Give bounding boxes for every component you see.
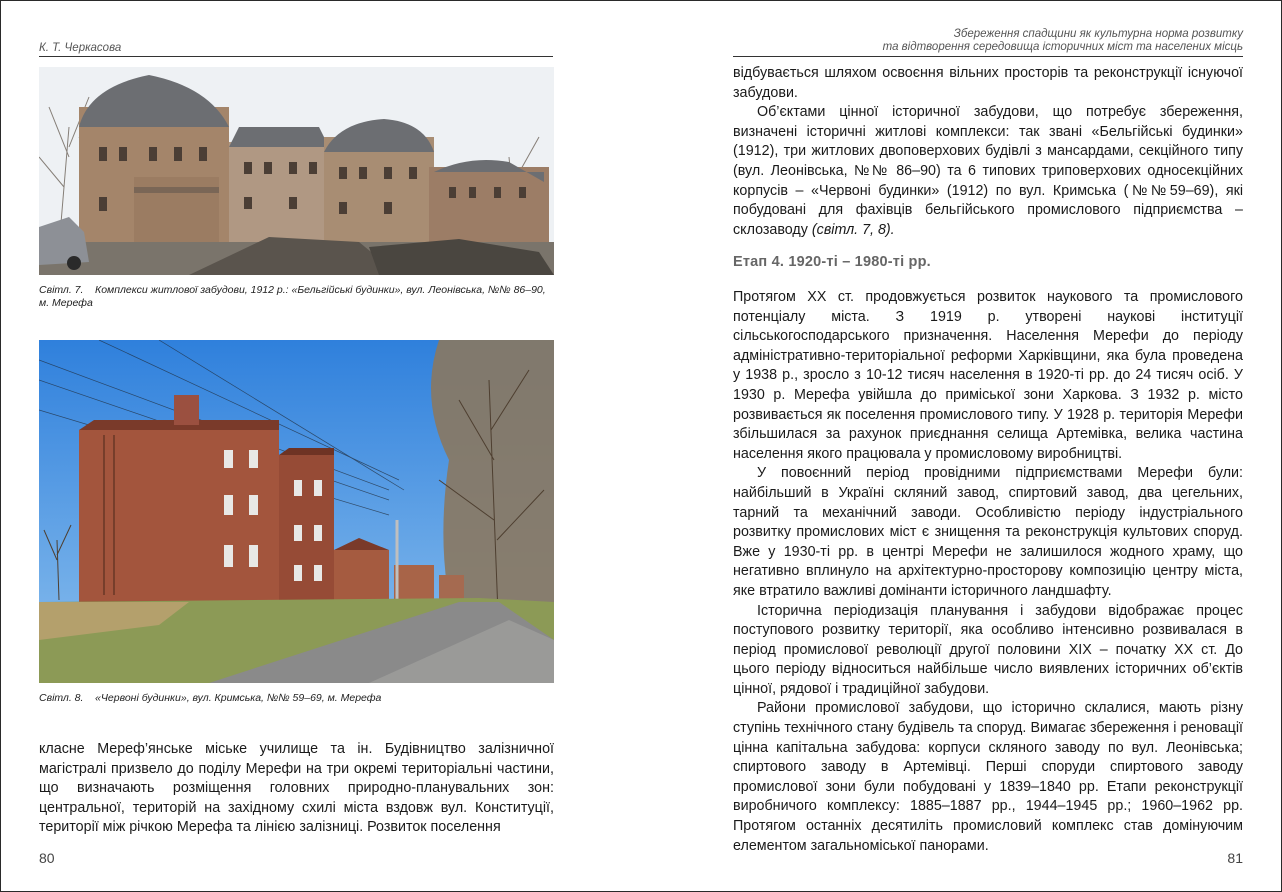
photo-8-caption-text: «Червоні будинки», вул. Кримська, №№ 59–69, м. Мерефа <box>95 692 382 704</box>
photo-8-caption <box>39 692 553 705</box>
paragraph-6: Райони промислової забудови, що історично склалися, мають різну ступінь технічного стану будівель та споруд. Вимагає збереження і реновації цінна капітальна забудова: корпуси скляного заводу по вул. Леонівська; спиртового заводу в Артемівці. Перші споруди спиртового заводу промислової зони були побудовані у 1839–1840 рр. Етапи реконструкції виробничого комплексу: 1885–1887 рр., 1944–1945 рр.; 1960–1962 рр. Протягом останніх десятиліть промисловий комплекс став домінуючим елементом загальноміської панорами. <box>733 700 1243 854</box>
photo-red-houses-image <box>39 340 554 683</box>
photo-7-caption-text: Комплекси житлової забудови, 1912 р.: «Бельгійські будинки», вул. Леонівська, №№ 86–90, м. Мерефа <box>39 284 546 309</box>
running-head-title <box>723 28 1243 54</box>
paragraph-3: Протягом ХХ ст. продовжується розвиток наукового та промислового потенціалу міста. З 1919 р. утворені наукові інституції сільськогосподарського призначення. Населення Мерефи до періоду адміністративно-територіальної реформи Харківщини, яка була проведена у 1938 р., зросло з 10-12 тисяч населення в 1920-ті рр. до 24 тисяч осіб. У 1930 р. Мерефа увійшла до приміської зони Харкова. З 1932 р. місто розвивається як поселення промислового типу. У 1928 р. територія Мерефи збільшилася за рахунок приєднання селища Артемівка, велика частина населення якого працювала у промисловому виробництві. <box>733 289 1243 462</box>
section-heading: Етап 4. 1920-ті – 1980-ті рр. <box>733 254 931 270</box>
paragraph-4: У повоєнний період провідними підприємствами Мерефи були: найбільший в Україні скляний завод, спиртовий завод, два цегельних, тарний та механічний заводи. Особливістю періоду індустріального розвитку промислових міст є знищення та реконструкція культових споруд. Вже у 1930-ті рр. в центрі Мерефи не залишилося жодного храму, що негативно вплинуло на архітектурно-просторову композицію центру міста, яке втратило важливі домінанти історичного ландшафту. <box>733 465 1243 599</box>
paragraph-2-text: Об’єктами цінної історичної забудови, що потребує збереження, визначені історичні житлові комплекси: так звані «Бельгійські будинки» (1912), три житлових двоповерхових будівлі з мансардами, секційного типу (вул. Леонівська, №№ 86–90) та 6 типових триповерхових односекційних корпусів – «Червоні будинки» (1912) по вул. Кримська (№№59–69), які побудовані для фахівців бельгійського промислового підприємства – склозаводу <box>733 104 1243 238</box>
paragraph-5: Історична періодизація планування і забудови відображає процес поступового розвитку території, яка особливо інтенсивно розвивалася в період промислової революції другої половини ХІХ – початку ХХ ст. До цього періоду відноситься найбільше число виявлених історичних об’єктів цінної, рядової і традиційної забудови. <box>733 602 1243 697</box>
running-head-author: К. Т. Черкасова <box>39 42 122 54</box>
paragraph-2-reference: (світл. 7, 8). <box>811 221 895 238</box>
running-head-line-1: Збереження спадщини як культурна норма розвитку <box>953 28 1243 40</box>
photo-7-caption <box>39 284 553 310</box>
photo-belgian-houses <box>39 67 554 275</box>
right-body-main <box>733 288 1243 856</box>
header-rule-right <box>733 56 1243 57</box>
running-head-line-2: та відтворення середовища історичних міст та населених місць <box>882 41 1243 53</box>
right-body-top <box>733 64 1243 240</box>
right-page <box>641 1 1281 891</box>
paragraph-1: відбувається шляхом освоєння вільних просторів та реконструкції існуючої забудови. <box>733 65 1243 101</box>
photo-red-houses <box>39 340 554 683</box>
photo-8-caption-number: Світл. 8. <box>39 692 84 704</box>
photo-belgian-houses-image <box>39 67 554 275</box>
left-paragraph: класне Мереф’янське міське училище та ін. Будівництво залізничної магістралі призвело до поділу Мерефи на три окремі територіальні частини, що визначають розміщення головних природно-планувальних зон: центральної, територій на західному схилі міста вздовж вул. Конституції, території між річкою Мерефа та лінією залізниці. Розвиток поселення <box>39 741 554 836</box>
left-body-text <box>39 740 554 838</box>
photo-7-caption-number: Світл. 7. <box>39 284 84 296</box>
page-number-left: 80 <box>39 850 55 866</box>
left-page <box>1 1 641 891</box>
page-number-right: 81 <box>1227 850 1243 866</box>
paragraph-2 <box>733 103 1243 240</box>
header-rule <box>39 56 553 57</box>
